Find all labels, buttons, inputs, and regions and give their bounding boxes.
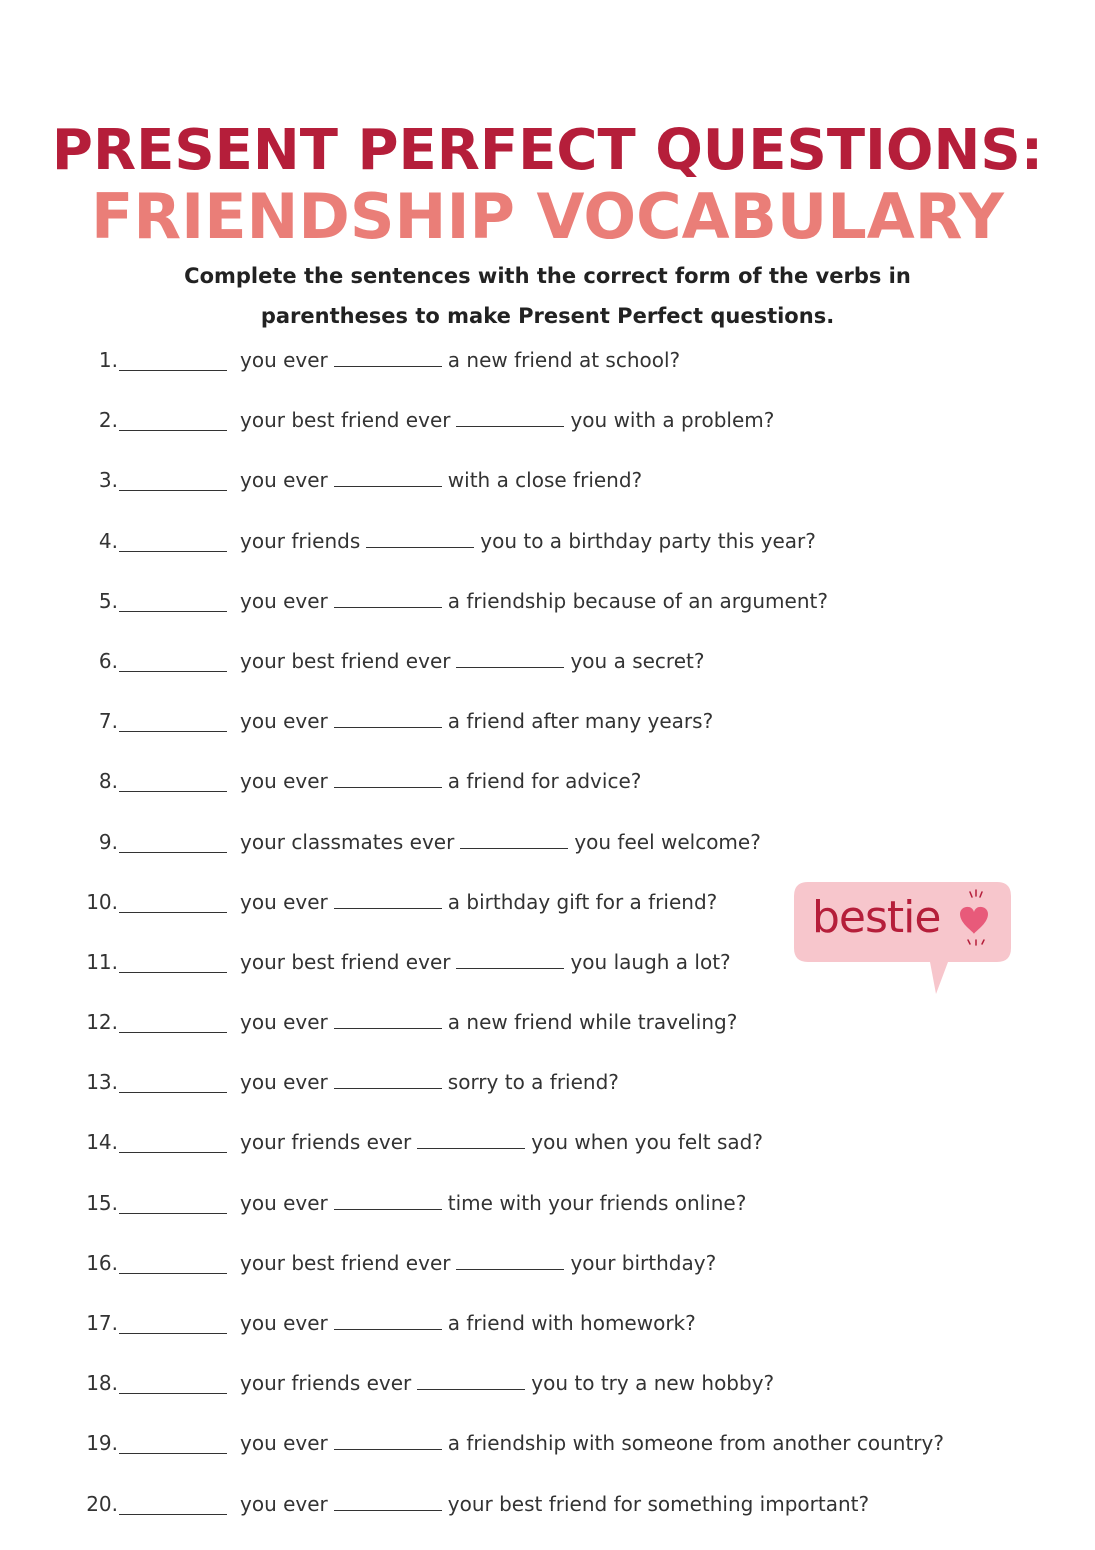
question-text bbox=[240, 649, 704, 673]
question-item-16 bbox=[80, 1243, 1060, 1303]
answer-blank-1[interactable] bbox=[119, 731, 227, 732]
question-item-12 bbox=[80, 1002, 1060, 1062]
question-text bbox=[240, 1371, 774, 1395]
question-number: 13. bbox=[86, 1070, 118, 1095]
answer-blank-1[interactable] bbox=[119, 1393, 227, 1394]
question-item-4 bbox=[80, 521, 1060, 581]
question-middle: you ever bbox=[240, 588, 328, 613]
question-end: your best friend for something important? bbox=[447, 1491, 870, 1516]
question-number: 18. bbox=[86, 1371, 118, 1396]
question-end: you a secret? bbox=[570, 648, 705, 673]
question-text bbox=[240, 1431, 944, 1455]
question-number: 11. bbox=[86, 949, 118, 974]
question-number: 3. bbox=[98, 468, 118, 493]
question-end: you to a birthday party this year? bbox=[480, 528, 816, 553]
question-middle: you ever bbox=[240, 709, 328, 734]
answer-blank-2[interactable] bbox=[460, 847, 568, 849]
question-text bbox=[240, 529, 816, 553]
question-text bbox=[240, 1010, 737, 1034]
question-middle: you ever bbox=[240, 1491, 328, 1516]
question-item-6 bbox=[80, 641, 1060, 701]
bestie-sticker bbox=[790, 878, 1015, 996]
question-number: 8. bbox=[98, 769, 118, 794]
question-middle: your friends ever bbox=[240, 1130, 412, 1155]
question-number: 15. bbox=[86, 1190, 118, 1215]
question-number: 9. bbox=[98, 829, 118, 854]
question-item-18 bbox=[80, 1363, 1060, 1423]
question-end: sorry to a friend? bbox=[447, 1070, 619, 1095]
question-number: 7. bbox=[98, 709, 118, 734]
answer-blank-2[interactable] bbox=[417, 1388, 525, 1390]
question-text bbox=[240, 1191, 746, 1215]
answer-blank-1[interactable] bbox=[119, 972, 227, 973]
question-number: 6. bbox=[98, 648, 118, 673]
question-item-14 bbox=[80, 1122, 1060, 1182]
question-text bbox=[240, 830, 761, 854]
answer-blank-2[interactable] bbox=[334, 726, 442, 728]
question-item-15 bbox=[80, 1183, 1060, 1243]
question-item-13 bbox=[80, 1062, 1060, 1122]
question-end: you laugh a lot? bbox=[570, 949, 731, 974]
question-middle: you ever bbox=[240, 1070, 328, 1095]
question-text bbox=[240, 950, 731, 974]
question-text bbox=[240, 890, 717, 914]
question-text bbox=[240, 1492, 869, 1516]
answer-blank-2[interactable] bbox=[456, 1268, 564, 1270]
question-text bbox=[240, 468, 642, 492]
question-end: a friend with homework? bbox=[447, 1311, 696, 1335]
question-number: 16. bbox=[86, 1250, 118, 1275]
answer-blank-1[interactable] bbox=[119, 1092, 227, 1093]
answer-blank-2[interactable] bbox=[334, 1027, 442, 1029]
question-middle: you ever bbox=[240, 1431, 328, 1456]
question-middle: your classmates ever bbox=[240, 829, 455, 854]
question-middle: you ever bbox=[240, 1311, 328, 1335]
answer-blank-1[interactable] bbox=[119, 1333, 227, 1334]
question-item-8 bbox=[80, 761, 1060, 821]
question-text bbox=[240, 1130, 763, 1154]
question-item-9 bbox=[80, 822, 1060, 882]
answer-blank-1[interactable] bbox=[119, 1213, 227, 1214]
question-number: 14. bbox=[86, 1130, 118, 1155]
sticker-text: bestie bbox=[812, 892, 941, 943]
question-end: a friend after many years? bbox=[447, 709, 714, 734]
question-end: a friend for advice? bbox=[447, 769, 642, 794]
question-end: you to try a new hobby? bbox=[531, 1371, 775, 1396]
question-end: a new friend while traveling? bbox=[447, 1010, 738, 1035]
question-number: 4. bbox=[98, 528, 118, 553]
question-number: 5. bbox=[98, 588, 118, 613]
question-item-20 bbox=[80, 1484, 1060, 1544]
answer-blank-1[interactable] bbox=[119, 430, 227, 431]
answer-blank-2[interactable] bbox=[417, 1147, 525, 1149]
answer-blank-1[interactable] bbox=[119, 852, 227, 853]
question-text bbox=[240, 348, 680, 372]
question-end: you with a problem? bbox=[570, 408, 775, 433]
question-middle: you ever bbox=[240, 889, 328, 914]
answer-blank-1[interactable] bbox=[119, 490, 227, 491]
question-end: your birthday? bbox=[570, 1250, 717, 1275]
answer-blank-2[interactable] bbox=[334, 365, 442, 367]
title-line-2: FRIENDSHIP VOCABULARY bbox=[91, 180, 1004, 253]
answer-blank-1[interactable] bbox=[119, 611, 227, 612]
answer-blank-2[interactable] bbox=[334, 786, 442, 788]
question-text bbox=[240, 1311, 696, 1335]
question-end: time with your friends online? bbox=[447, 1190, 747, 1215]
answer-blank-1[interactable] bbox=[119, 551, 227, 552]
question-item-5 bbox=[80, 581, 1060, 641]
question-item-19 bbox=[80, 1423, 1060, 1483]
answer-blank-2[interactable] bbox=[334, 1509, 442, 1511]
question-middle: your best friend ever bbox=[240, 1250, 451, 1275]
question-middle: your best friend ever bbox=[240, 648, 451, 673]
answer-blank-2[interactable] bbox=[366, 546, 474, 548]
question-text bbox=[240, 709, 713, 733]
question-middle: you ever bbox=[240, 1010, 328, 1035]
question-number: 17. bbox=[86, 1311, 118, 1335]
answer-blank-2[interactable] bbox=[334, 485, 442, 487]
answer-blank-2[interactable] bbox=[334, 1328, 442, 1330]
question-text bbox=[240, 1070, 619, 1094]
answer-blank-1[interactable] bbox=[119, 1514, 227, 1515]
question-item-3 bbox=[80, 460, 1060, 520]
question-end: a friendship with someone from another country? bbox=[447, 1431, 944, 1456]
question-text bbox=[240, 408, 774, 432]
question-number: 10. bbox=[86, 889, 118, 914]
instructions: Complete the sentences with the correct form of the verbs in parentheses to make Present Perfect questions. bbox=[184, 264, 911, 328]
question-end: with a close friend? bbox=[447, 468, 643, 493]
question-text bbox=[240, 589, 828, 613]
question-middle: you ever bbox=[240, 769, 328, 794]
question-end: you feel welcome? bbox=[574, 829, 761, 854]
question-end: a birthday gift for a friend? bbox=[447, 889, 718, 914]
question-item-1 bbox=[80, 340, 1060, 400]
answer-blank-2[interactable] bbox=[456, 666, 564, 668]
question-text bbox=[240, 769, 641, 793]
answer-blank-1[interactable] bbox=[119, 1032, 227, 1033]
answer-blank-1[interactable] bbox=[119, 1273, 227, 1274]
answer-blank-2[interactable] bbox=[456, 967, 564, 969]
question-number: 20. bbox=[86, 1491, 118, 1516]
question-middle: your friends ever bbox=[240, 1371, 412, 1396]
answer-blank-1[interactable] bbox=[119, 370, 227, 371]
question-item-7 bbox=[80, 701, 1060, 761]
question-middle: your friends bbox=[240, 528, 361, 553]
answer-blank-1[interactable] bbox=[119, 1453, 227, 1454]
answer-blank-2[interactable] bbox=[334, 1208, 442, 1210]
answer-blank-2[interactable] bbox=[334, 1448, 442, 1450]
title-line-1: PRESENT PERFECT QUESTIONS: bbox=[51, 118, 1044, 183]
answer-blank-1[interactable] bbox=[119, 912, 227, 913]
question-end: a friendship because of an argument? bbox=[447, 588, 828, 613]
question-text bbox=[240, 1251, 716, 1275]
question-middle: you ever bbox=[240, 348, 328, 372]
question-middle: your best friend ever bbox=[240, 408, 451, 433]
answer-blank-2[interactable] bbox=[334, 1087, 442, 1089]
question-end: a new friend at school? bbox=[447, 348, 681, 372]
answer-blank-1[interactable] bbox=[119, 671, 227, 672]
question-number: 12. bbox=[86, 1010, 118, 1035]
answer-blank-2[interactable] bbox=[334, 907, 442, 909]
answer-blank-1[interactable] bbox=[119, 791, 227, 792]
question-end: you when you felt sad? bbox=[531, 1130, 763, 1155]
answer-blank-2[interactable] bbox=[334, 606, 442, 608]
question-number: 19. bbox=[86, 1431, 118, 1456]
answer-blank-2[interactable] bbox=[456, 425, 564, 427]
question-middle: you ever bbox=[240, 1190, 328, 1215]
question-item-17 bbox=[80, 1303, 1060, 1363]
question-middle: you ever bbox=[240, 468, 328, 493]
question-item-2 bbox=[80, 400, 1060, 460]
question-middle: your best friend ever bbox=[240, 949, 451, 974]
question-number: 1. bbox=[98, 348, 118, 372]
answer-blank-1[interactable] bbox=[119, 1152, 227, 1153]
question-number: 2. bbox=[98, 408, 118, 433]
